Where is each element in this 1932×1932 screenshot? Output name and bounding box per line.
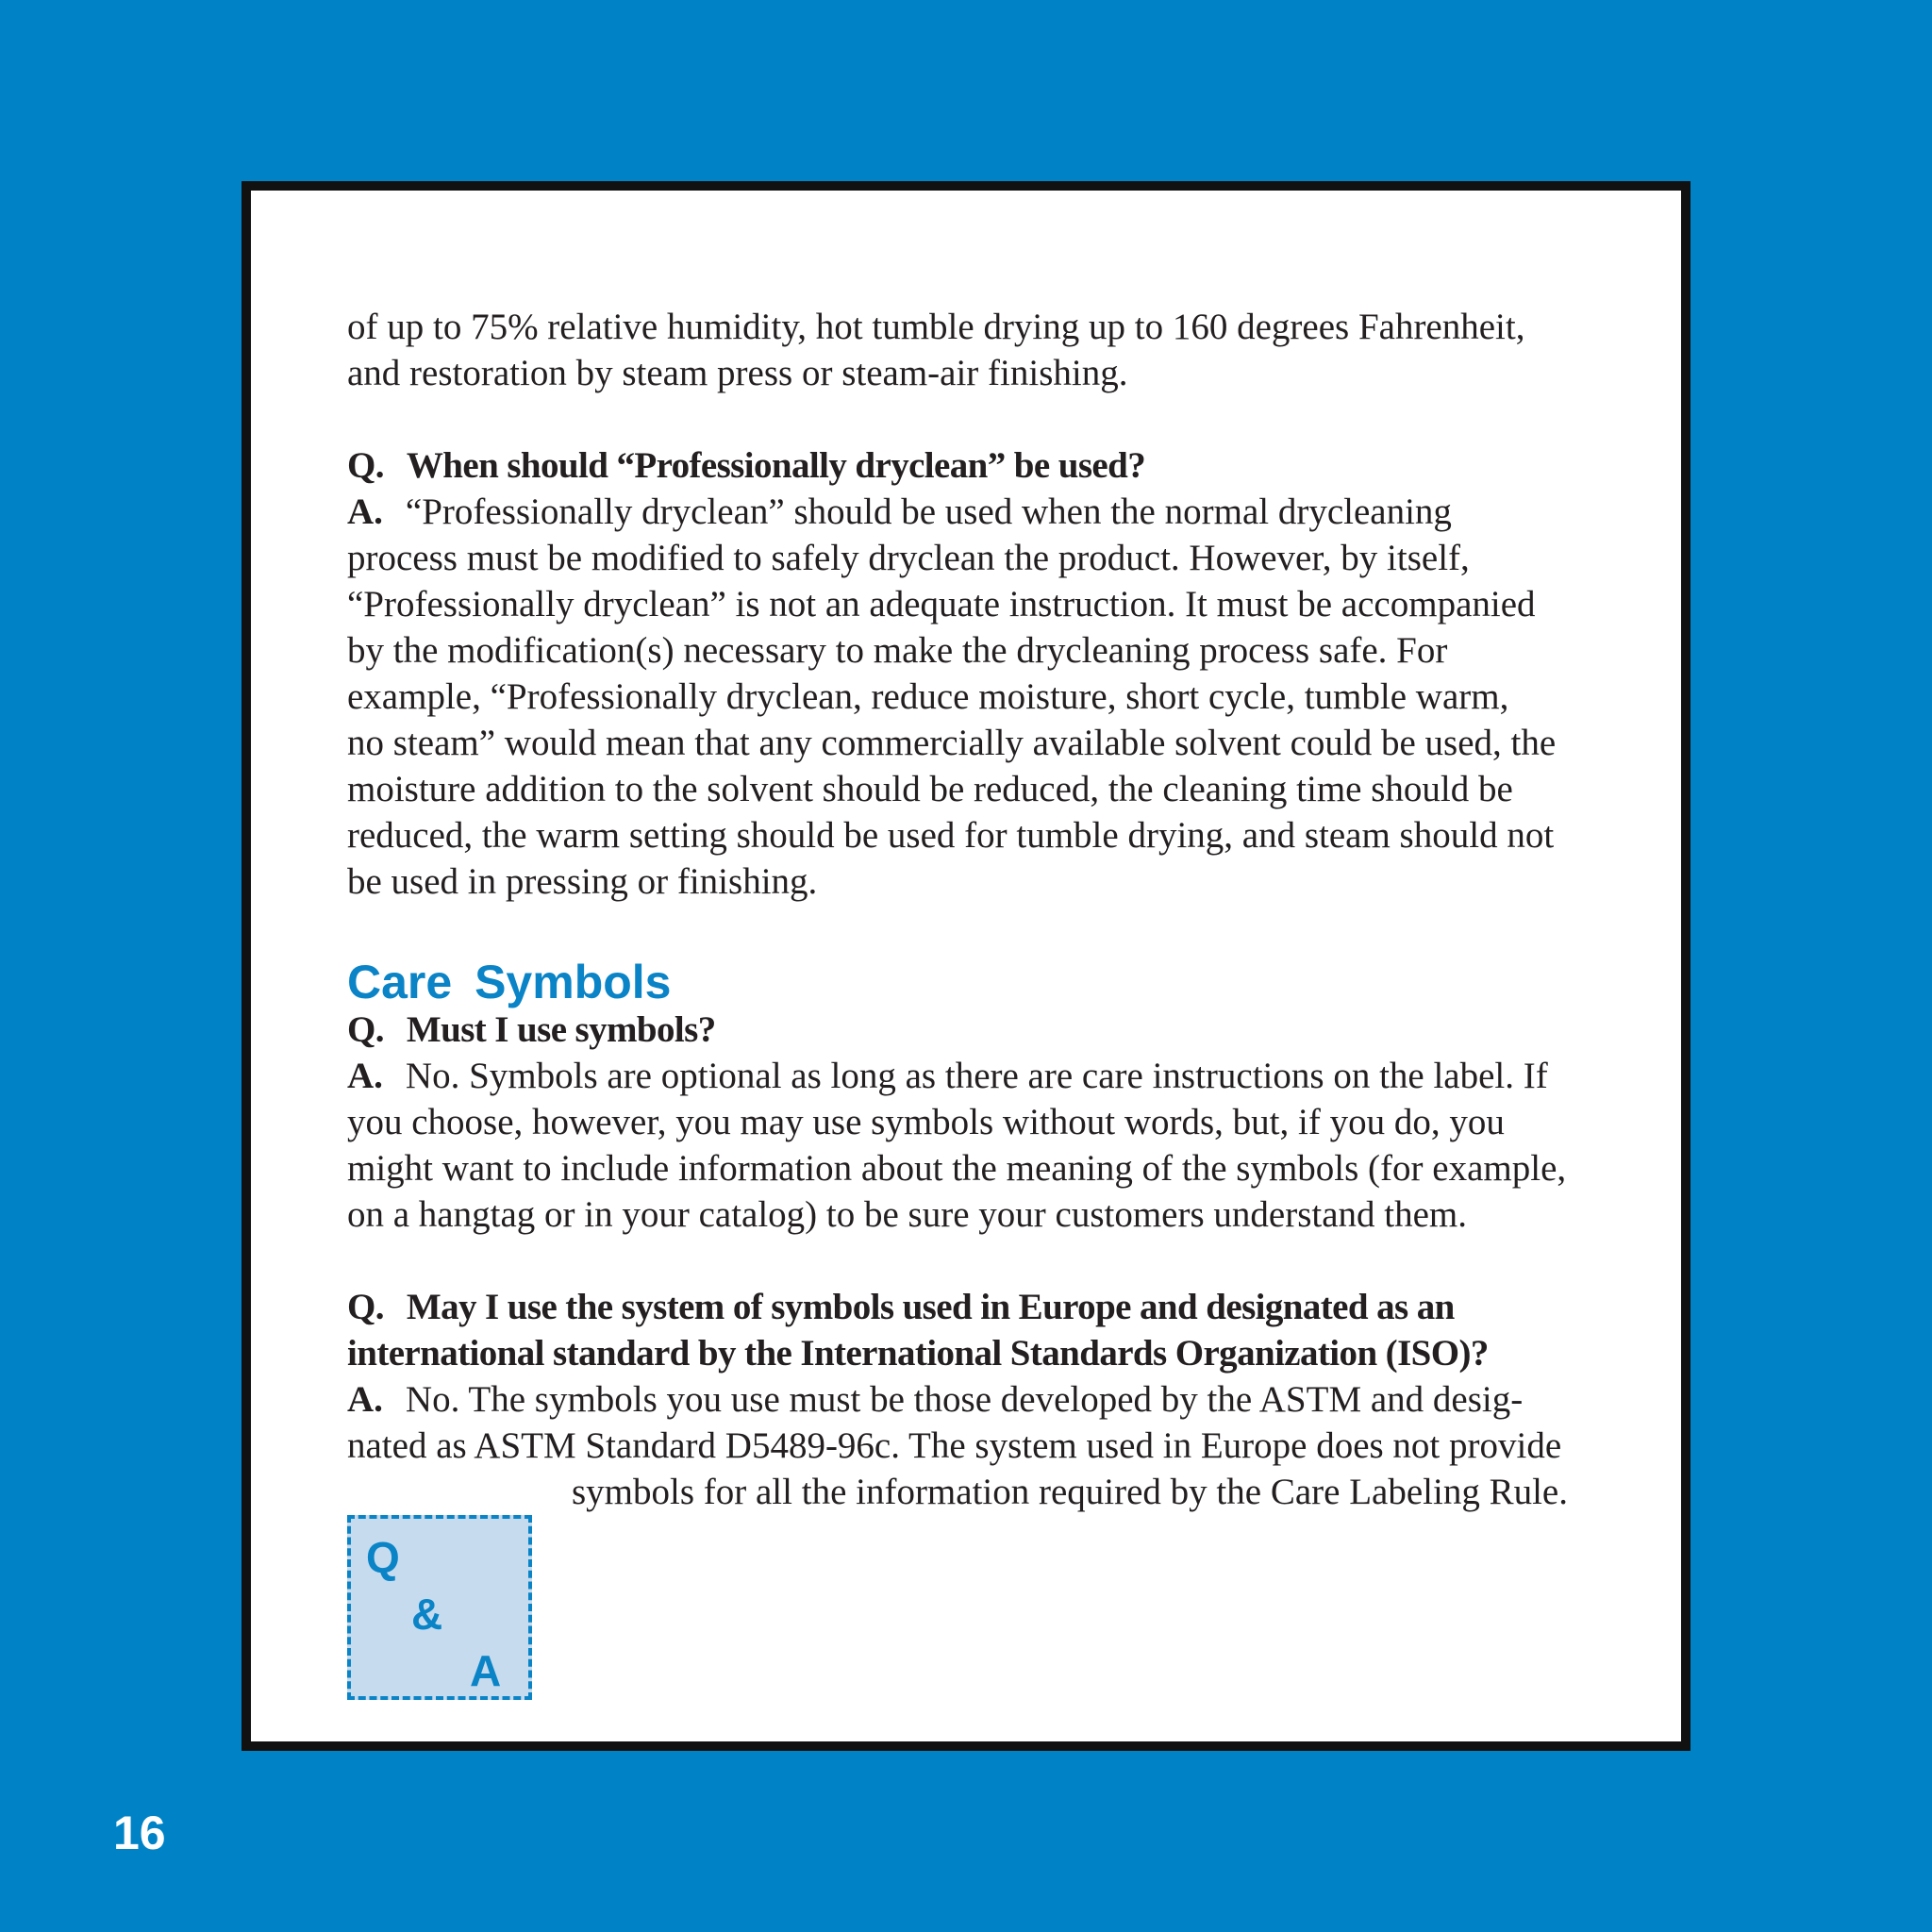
question [347, 1284, 1649, 1330]
question [347, 1007, 1649, 1053]
answer-line: symbols for all the information required by the Care Labeling Rule. [572, 1472, 1568, 1512]
qa-must-use-symbols [347, 1007, 1649, 1238]
question-text: When should “Professionally dryclean” be used? [406, 445, 1146, 486]
answer-label: A. [347, 491, 383, 532]
answer-line: might want to include information about the meaning of the symbols (for example, [347, 1148, 1567, 1189]
answer-line: example, “Professionally dryclean, reduce moisture, short cycle, tumble warm, [347, 676, 1509, 717]
page-frame [242, 181, 1690, 1751]
answer-line: be used in pressing or finishing. [347, 861, 818, 902]
question-text: Must I use symbols? [406, 1009, 716, 1050]
text-line: and restoration by steam press or steam-air finishing. [347, 353, 1128, 393]
answer-line: you choose, however, you may use symbols without words, but, if you do, you [347, 1102, 1505, 1142]
text-line: of up to 75% relative humidity, hot tumble drying up to 160 degrees Fahrenheit, [347, 307, 1525, 347]
document-body [347, 304, 1649, 1515]
qa-iso-symbols [347, 1284, 1649, 1515]
answer-text: “Professionally dryclean” should be used when the normal drycleaning [405, 491, 1452, 532]
answer-label: A. [347, 1056, 383, 1096]
section-heading: Care Symbols [347, 956, 672, 1008]
answer-line: no steam” would mean that any commercially available solvent could be used, the [347, 723, 1557, 763]
qa-badge-q: Q [366, 1533, 400, 1582]
question-label: Q. [347, 445, 384, 486]
answer-line: on a hangtag or in your catalog) to be sure your customers understand them. [347, 1194, 1468, 1235]
question: international standard by the International Standards Organization (ISO)? [347, 1333, 1489, 1374]
answer-line [347, 1053, 1649, 1099]
answer-text: No. Symbols are optional as long as there are care instructions on the label. If [405, 1056, 1548, 1096]
answer-text: No. The symbols you use must be those developed by the ASTM and desig- [405, 1379, 1524, 1420]
question-text: May I use the system of symbols used in Europe and designated as an [406, 1287, 1455, 1327]
answer-line: reduced, the warm setting should be used for tumble drying, and steam should not [347, 815, 1555, 856]
question [347, 442, 1649, 489]
answer-line [347, 489, 1649, 535]
question-label: Q. [347, 1287, 384, 1327]
answer-line: “Professionally dryclean” is not an adequate instruction. It must be accompanied [347, 584, 1536, 625]
intro-paragraph [347, 304, 1649, 396]
answer-line: by the modification(s) necessary to make the drycleaning process safe. For [347, 630, 1448, 671]
answer-line [347, 1376, 1649, 1423]
answer-label: A. [347, 1379, 383, 1420]
qa-badge-ampersand: & [411, 1590, 443, 1639]
qa-professionally-dryclean [347, 442, 1649, 905]
page-number: 16 [113, 1807, 166, 1859]
answer-line: process must be modified to safely dryclean the product. However, by itself, [347, 538, 1470, 578]
question-label: Q. [347, 1009, 384, 1050]
answer-line: nated as ASTM Standard D5489-96c. The system used in Europe does not provide [347, 1425, 1562, 1466]
qa-badge-a: A [470, 1646, 502, 1695]
answer-line: moisture addition to the solvent should be reduced, the cleaning time should be [347, 769, 1513, 809]
qa-badge [347, 1515, 532, 1700]
